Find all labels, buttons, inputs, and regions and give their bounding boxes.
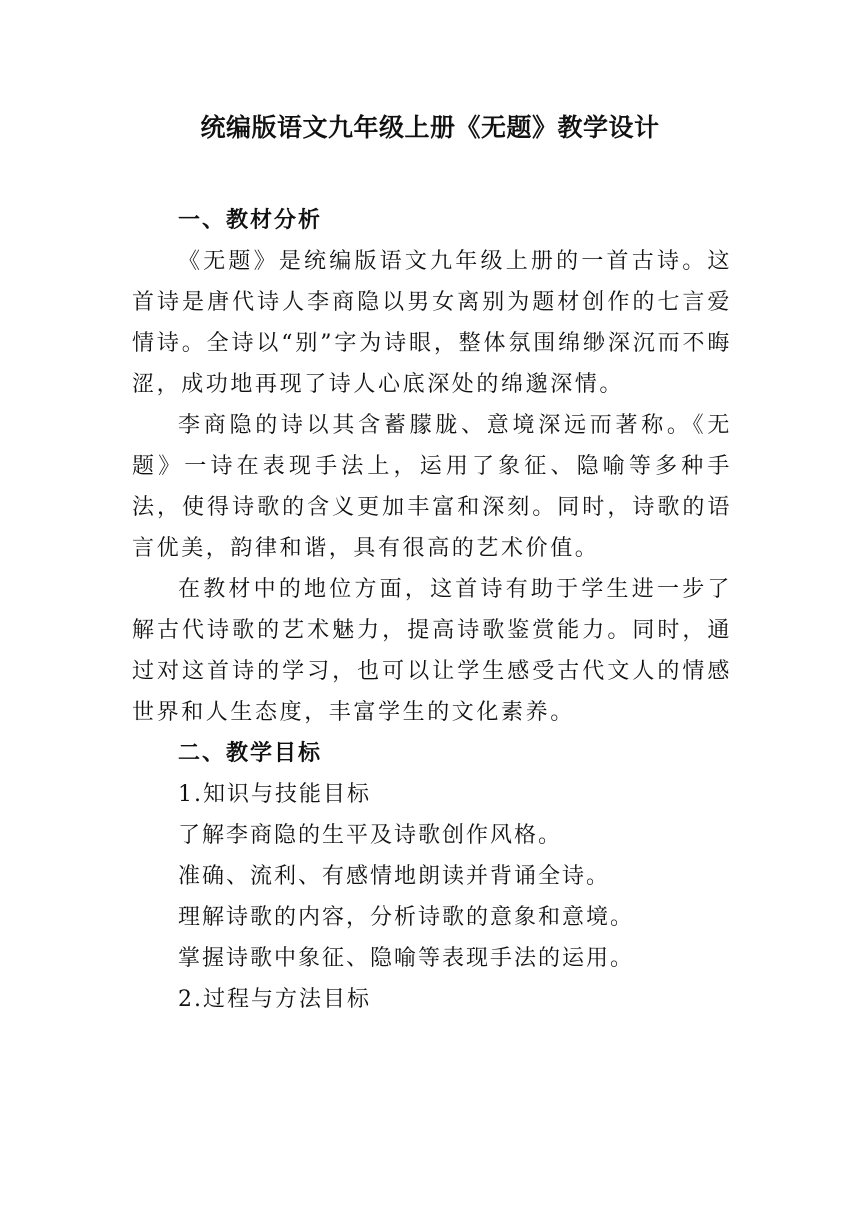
section-heading-teaching-goals: 二、教学目标 — [178, 740, 323, 766]
document-body — [132, 200, 732, 1020]
goal-item-2: 准确、流利、有感情地朗读并背诵全诗。 — [178, 864, 611, 889]
subsection-title-knowledge-skills: 1.知识与技能目标 — [178, 782, 371, 807]
paragraph-3: 在教材中的地位方面，这首诗有助于学生进一步了解古代诗歌的艺术魅力，提高诗歌鉴赏能力。同时，通过对这首诗的学习，也可以让学生感受古代文人的情感世界和人生态度，丰富学生的文化素养。 — [132, 577, 732, 725]
goal-item-1: 了解李商隐的生平及诗歌创作风格。 — [178, 823, 563, 848]
section-heading-textbook-analysis: 一、教材分析 — [178, 207, 323, 233]
paragraph-2: 李商隐的诗以其含蓄朦胧、意境深远而著称。《无题》一诗在表现手法上，运用了象征、隐喻等多种手法，使得诗歌的含义更加丰富和深刻。同时，诗歌的语言优美，韵律和谐，具有很高的艺术价值。 — [132, 413, 732, 561]
paragraph-1: 《无题》是统编版语文九年级上册的一首古诗。这首诗是唐代诗人李商隐以男女离别为题材创作的七言爱情诗。全诗以“别”字为诗眼，整体氛围绵缈深沉而不晦涩，成功地再现了诗人心底深处的绵邈深情。 — [132, 249, 732, 397]
document-title: 统编版语文九年级上册《无题》教学设计 — [200, 113, 660, 142]
subsection-title-process-methods: 2.过程与方法目标 — [178, 987, 371, 1012]
goal-item-3: 理解诗歌的内容，分析诗歌的意象和意境。 — [178, 905, 635, 930]
goal-item-4: 掌握诗歌中象征、隐喻等表现手法的运用。 — [178, 946, 635, 971]
